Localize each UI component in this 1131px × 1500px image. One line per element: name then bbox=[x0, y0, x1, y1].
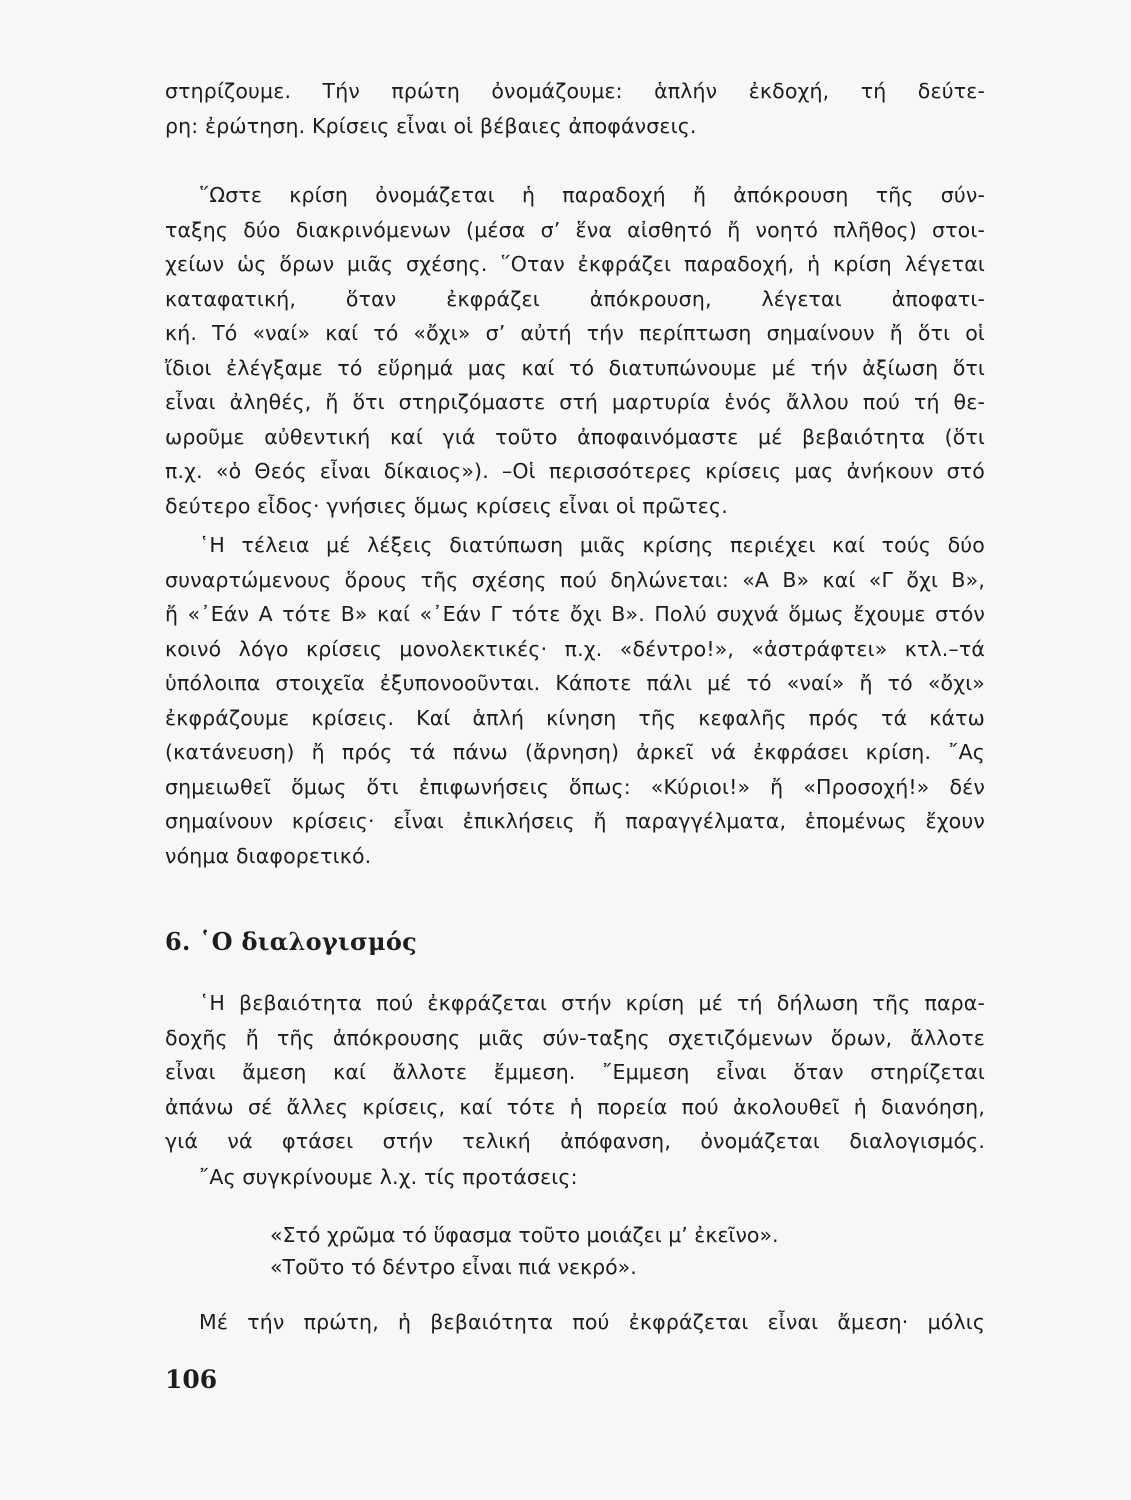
paragraph-3-line-8: σημειωθεῖ ὅμως ὅτι ἐπιφωνήσεις ὅπως: «Κύριοι!» ἤ «Προσοχή!» δέν bbox=[165, 774, 985, 799]
paragraph-3-line-10: νόημα διαφορετικό. bbox=[165, 843, 372, 868]
paragraph-3 bbox=[165, 528, 985, 873]
paragraph-2-line-6: ἴδιοι ἐλέγξαμε τό εὕρημά μας καί τό διατυπώνουμε μέ τήν ἀξίωση ὅτι bbox=[165, 355, 985, 380]
paragraph-2-line-7: εἶναι ἀληθές, ἤ ὅτι στηριζόμαστε στή μαρτυρία ἑνός ἄλλου πού τή θε- bbox=[165, 390, 985, 414]
paragraph-3-line-6: ἐκφράζουμε κρίσεις. Καί ἁπλή κίνηση τῆς κεφαλῆς πρός τά κάτω bbox=[165, 705, 985, 730]
paragraph-4-line-4: ἀπάνω σέ ἄλλες κρίσεις, καί τότε ἡ πορεία πού ἀκολουθεῖ ἡ διανόηση, bbox=[165, 1094, 985, 1119]
paragraph-2-line-2: ταξης δύο διακρινόμενων (μέσα σ’ ἕνα αἰσθητό ἤ νοητό πλῆθος) στοι- bbox=[165, 217, 985, 242]
paragraph-4 bbox=[165, 986, 985, 1159]
paragraph-3-line-2: συναρτώμενους ὅρους τῆς σχέσης πού δηλώνεται: «Α Β» καί «Γ ὄχι Β», bbox=[165, 567, 985, 592]
paragraph-2-line-9: π.χ. «ὁ Θεός εἶναι δίκαιος»). –Οἱ περισσότερες κρίσεις μας ἀνήκουν στό bbox=[165, 459, 985, 483]
paragraph-4-line-1: ῾Η βεβαιότητα πού ἐκφράζεται στήν κρίση μέ τή δήλωση τῆς παρα- bbox=[199, 991, 985, 1015]
paragraph-5 bbox=[165, 1160, 985, 1195]
paragraph-2-line-3: χείων ὡς ὅρων μιᾶς σχέσης. ῞Οταν ἐκφράζει παραδοχή, ἡ κρίση λέγεται bbox=[165, 252, 985, 276]
paragraph-4-line-3: εἶναι ἄμεση καί ἄλλοτε ἔμμεση. ῎Εμμεση εἶναι ὅταν στηρίζεται bbox=[165, 1060, 985, 1084]
paragraph-3-line-7: (κατάνευση) ἤ πρός τά πάνω (ἄρνηση) ἀρκεῖ νά ἐκφράσει κρίση. ῎Ας bbox=[165, 740, 985, 764]
paragraph-5-line-1: ῎Ας συγκρίνουμε λ.χ. τίς προτάσεις: bbox=[199, 1165, 578, 1189]
paragraph-2-line-4: καταφατική, ὅταν ἐκφράζει ἀπόκρουση, λέγεται ἀποφατι- bbox=[165, 286, 985, 311]
paragraph-3-line-3: ἤ «᾿Εάν Α τότε Β» καί «᾿Εάν Γ τότε ὄχι Β». Πολύ συχνά ὅμως ἔχουμε στόν bbox=[165, 602, 985, 626]
paragraph-2-line-1: ῞Ωστε κρίση ὀνομάζεται ἡ παραδοχή ἤ ἀπόκρουση τῆς σύν- bbox=[199, 183, 985, 207]
paragraph-3-line-1: ῾Η τέλεια μέ λέξεις διατύπωση μιᾶς κρίσης περιέχει καί τούς δύο bbox=[199, 533, 985, 557]
quote-1: «Στό χρῶμα τό ὕφασμα τοῦτο μοιάζει μ’ ἐκεῖνο». bbox=[270, 1223, 779, 1247]
paragraph-6-line-1: Μέ τήν πρώτη, ἡ βεβαιότητα πού ἐκφράζεται εἶναι ἄμεση· μόλις bbox=[199, 1310, 985, 1334]
paragraph-1-line-1: στηρίζουμε. Τήν πρώτη ὀνομάζουμε: ἁπλήν ἐκδοχή, τή δεύτε- bbox=[165, 79, 985, 103]
paragraph-1 bbox=[165, 74, 985, 143]
paragraph-1-line-2: ρη: ἐρώτηση. Κρίσεις εἶναι οἱ βέβαιες ἀποφάνσεις. bbox=[165, 113, 697, 138]
paragraph-2-line-8: ωροῦμε αὐθεντική καί γιά τοῦτο ἀποφαινόμαστε μέ βεβαιότητα (ὅτι bbox=[165, 424, 985, 449]
paragraph-3-line-4: κοινό λόγο κρίσεις μονολεκτικές· π.χ. «δέντρο!», «ἀστράφτει» κτλ.–τά bbox=[165, 636, 985, 661]
paragraph-6 bbox=[165, 1305, 985, 1340]
paragraph-3-line-5: ὑπόλοιπα στοιχεῖα ἐξυπονοοῦνται. Κάποτε πάλι μέ τό «ναί» ἤ τό «ὄχι» bbox=[165, 671, 985, 695]
paragraph-3-line-9: σημαίνουν κρίσεις· εἶναι ἐπικλήσεις ἤ παραγγέλματα, ἑπομένως ἔχουν bbox=[165, 809, 985, 833]
quote-2: «Τοῦτο τό δέντρο εἶναι πιά νεκρό». bbox=[270, 1255, 637, 1279]
paragraph-2 bbox=[165, 178, 985, 523]
paragraph-2-line-10: δεύτερο εἶδος· γνήσιες ὅμως κρίσεις εἶναι οἱ πρῶτες. bbox=[165, 493, 728, 518]
section-heading: 6. ῾Ο διαλογισμός bbox=[165, 927, 418, 956]
paragraph-4-line-5: γιά νά φτάσει στήν τελική ἀπόφανση, ὀνομάζεται διαλογισμός. bbox=[165, 1129, 985, 1153]
paragraph-2-line-5: κή. Τό «ναί» καί τό «ὄχι» σ’ αὐτή τήν περίπτωση σημαίνουν ἤ ὅτι οἱ bbox=[165, 321, 985, 345]
page-number: 106 bbox=[165, 1365, 218, 1394]
paragraph-4-line-2: δοχῆς ἤ τῆς ἀπόκρουσης μιᾶς σύν-ταξης σχετιζόμενων ὅρων, ἄλλοτε bbox=[165, 1025, 985, 1050]
